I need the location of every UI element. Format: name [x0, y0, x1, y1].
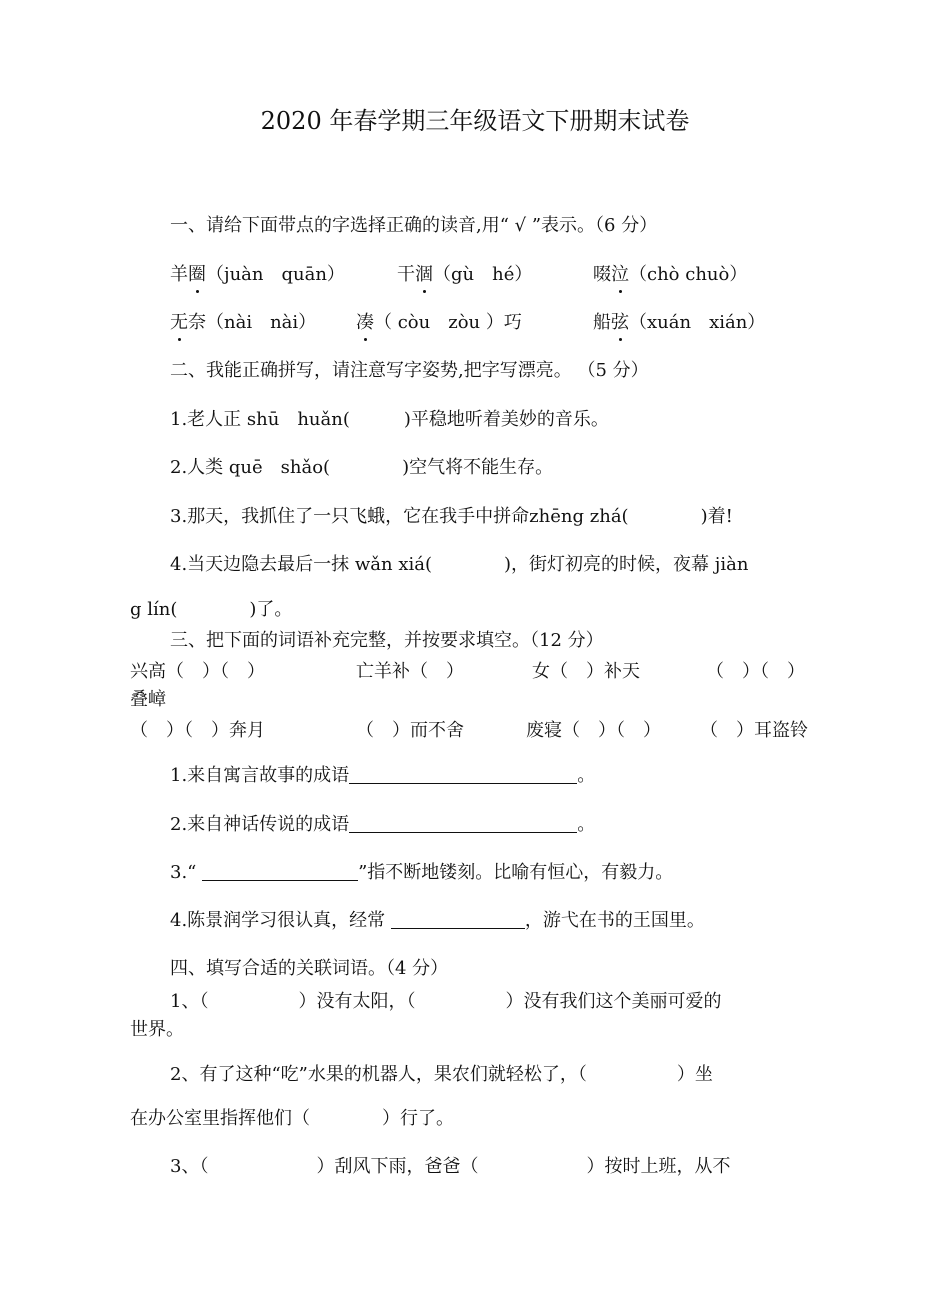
question-item-wrap: 世界。 [130, 1019, 184, 1040]
question-item: 1、（ ）没有太阳，（ ）没有我们这个美丽可爱的 [170, 991, 722, 1012]
question-item: 1.老人正 shū huǎn( )平稳地听着美妙的音乐。 [170, 409, 609, 430]
section-1-heading: 一、请给下面带点的字选择正确的读音,用“ √ ”表示。（6 分） [170, 215, 658, 236]
question-item: 2.人类 quē shǎo( )空气将不能生存。 [170, 457, 554, 478]
pinyin-choice-item: 啜泣（chò chuò） [593, 264, 748, 285]
fill-line-item: 1.来自寓言故事的成语 。 [170, 765, 596, 786]
dotted-character: 泣 [611, 264, 629, 285]
fill-line-item: 4.陈景润学习很认真，经常 ，游弋在书的王国里。 [170, 910, 705, 931]
answer-blank-line[interactable] [202, 862, 358, 881]
idiom-blank: （ ）（ ）奔月 [130, 720, 265, 741]
dotted-character: 凑 [356, 312, 374, 333]
answer-blank-line[interactable] [391, 910, 525, 929]
pinyin-choice-item: 凑（ còu zòu ）巧 [356, 312, 522, 333]
section-2-heading: 二、我能正确拼写，请注意写字姿势,把字写漂亮。 （5 分） [170, 360, 649, 381]
pinyin-choice-item: 无奈（nài nài） [170, 312, 317, 333]
pinyin-choice-item: 干涸（gù hé） [397, 264, 533, 285]
dotted-character: 弦 [611, 312, 629, 333]
idiom-blank: 亡羊补（ ） [356, 661, 464, 682]
idiom-blank: 废寝（ ）（ ） [526, 720, 661, 741]
idiom-blank: （ ）而不舍 [356, 720, 464, 741]
pinyin-choice-item: 船弦（xuán xián） [593, 312, 766, 333]
answer-blank-line[interactable] [349, 814, 577, 833]
dotted-character: 圈 [188, 264, 206, 285]
idiom-blank: （ ）（ ） [706, 661, 805, 682]
fill-line-item: 3.“ ”指不断地镂刻。比喻有恒心，有毅力。 [170, 862, 674, 883]
question-item: 3.那天，我抓住了一只飞蛾，它在我手中拼命zhēng zhá( )着! [170, 506, 733, 527]
section-3-heading: 三、把下面的词语补充完整，并按要求填空。（12 分） [170, 630, 604, 651]
idiom-blank: 女（ ）补天 [532, 661, 640, 682]
idiom-blank: 兴高（ ）（ ） [130, 661, 265, 682]
fill-line-item: 2.来自神话传说的成语 。 [170, 814, 596, 835]
page-title: 2020 年春学期三年级语文下册期末试卷 [260, 107, 690, 135]
answer-blank-line[interactable] [349, 765, 577, 784]
question-item: 3、（ ）刮风下雨，爸爸（ ）按时上班，从不 [170, 1156, 731, 1177]
idiom-blank-wrap: 叠嶂 [130, 689, 166, 710]
dotted-character: 无 [170, 312, 188, 333]
question-item-wrap: 在办公室里指挥他们（ ）行了。 [130, 1108, 454, 1129]
section-4-heading: 四、填写合适的关联词语。（4 分） [170, 958, 449, 979]
question-item-wrap: g lín( )了。 [130, 599, 293, 620]
dotted-character: 涸 [415, 264, 433, 285]
question-item: 2、有了这种“吃”水果的机器人，果农们就轻松了，（ ）坐 [170, 1064, 713, 1085]
idiom-blank: （ ）耳盗铃 [700, 720, 808, 741]
pinyin-choice-item: 羊圈（juàn quān） [170, 264, 345, 285]
question-item: 4.当天边隐去最后一抹 wǎn xiá( )，街灯初亮的时候，夜幕 jiàn [170, 554, 749, 575]
